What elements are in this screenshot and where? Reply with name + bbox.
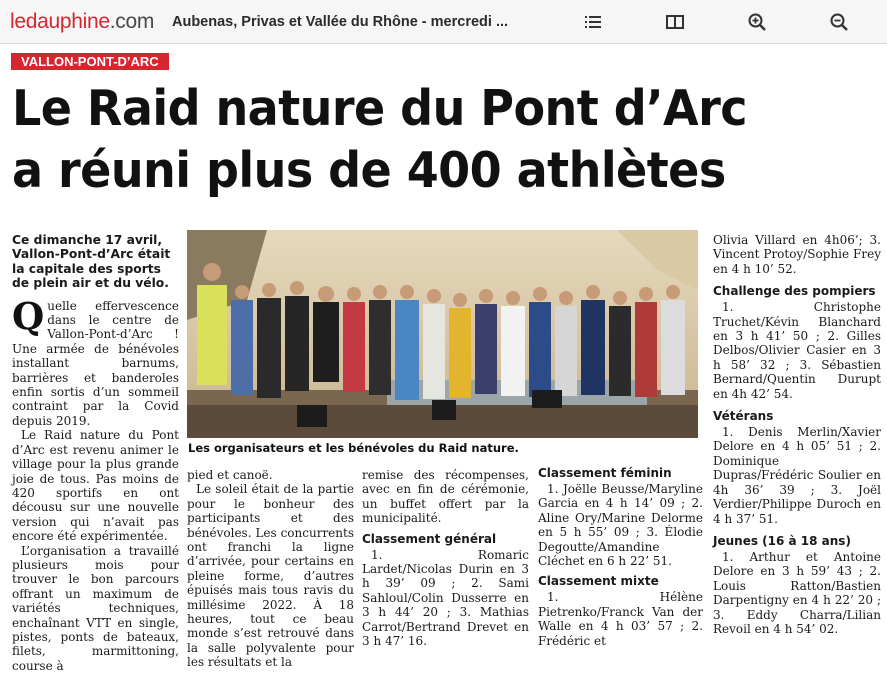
zoom-out-icon — [830, 13, 848, 31]
zoom-in-icon — [748, 13, 766, 31]
results-pompiers-item: 1. Christophe Truchet/Kévin Blanchard en 3 h 41’ 50 ; 2. Gilles Delbos/Olivier Casier en 3 h 58’ 32 ; 3. Sébastien Bernard/Quentin Durupt en 4h 42’ 54. — [713, 300, 881, 401]
photo-caption: Les organisateurs et les bénévoles du Raid nature. — [188, 441, 519, 455]
list-icon — [585, 15, 601, 29]
column-3-paragraph-1: remise des récompenses, avec en fin de cérémonie, un buffet offert par la municipalité. — [362, 468, 529, 526]
edition-title: Aubenas, Privas et Vallée du Rhône - mercredi ... — [172, 13, 509, 30]
book-icon — [666, 15, 684, 29]
zoom-in-button[interactable] — [728, 0, 786, 44]
article-paragraph-2: Le Raid nature du Pont d’Arc est revenu animer le village pour la plus grande joie de tous. Pas moins de 420 sportifs en ont décousu sur une nouvelle version qui n’avait pas encore été expérimentée. — [12, 428, 179, 544]
headline-line-1: Le Raid nature du Pont d’Arc — [12, 80, 748, 137]
logo-brand: ledauphine — [10, 9, 110, 33]
section-kicker: VALLON-PONT-D’ARC — [11, 53, 169, 70]
results-mixte-title: Classement mixte — [538, 574, 659, 589]
article-lead: Ce dimanche 17 avril, Vallon-Pont-d’Arc était la capitale des sports de plein air et du vélo. — [12, 233, 171, 291]
results-feminin-title: Classement féminin — [538, 466, 672, 480]
reader-toolbar — [0, 0, 887, 44]
headline-line-2: a réuni plus de 400 athlètes — [12, 142, 726, 199]
table-of-contents-button[interactable] — [564, 0, 622, 44]
results-general-title: Classement général — [362, 531, 497, 546]
column-2-paragraph-2: Le soleil était de la partie pour le bonheur des participants et des bénévoles. Les concurrents ont franchi la ligne d’arrivée, pour certains en pleine forme, d’autres épuisés mais tous ravis du millésime 2022. À 18 heures, tout ce beau monde s’est retrouvé dans la salle polyvalente pour les résultats et la — [187, 482, 354, 670]
article-paragraph-3: L’organisation a travaillé plusieurs mois pour trouver le bon parcours offrant un maximum de variétés techniques, enchaînant VTT en single, pistes, ponts de bateaux, filets, marmittoning, course à — [12, 543, 179, 673]
zoom-out-button[interactable] — [810, 0, 868, 44]
page-view-button[interactable] — [646, 0, 704, 44]
article-column-2 — [187, 468, 354, 670]
results-jeunes-title: Jeunes (16 à 18 ans) — [713, 533, 851, 548]
paragraph-1-text: uelle effervescence dans le centre de Vallon-Pont-d’Arc ! Une armée de bénévoles installant barnums, barrières et banderoles enfin sortis d’un sommeil contraint par la Covid depuis 2019. — [12, 298, 179, 428]
results-mixte-continued: Olivia Villard en 4h06’; 3. Vincent Protoy/Sophie Frey en 4 h 10’ 52. — [713, 233, 881, 276]
article-column-3 — [362, 468, 529, 659]
results-veterans-title: Vétérans — [713, 409, 774, 424]
article-photo[interactable] — [187, 230, 698, 438]
results-veterans-item: 1. Denis Merlin/Xavier Delore en 4 h 05’ 51 ; 2. Dominique Dupras/Frédéric Soulier en 4h 36’ 39 ; 3. Joël Verdier/Philippe Duroch en 4 h 37’ 51. — [713, 425, 881, 526]
site-logo[interactable] — [0, 10, 172, 34]
results-jeunes-item: 1. Arthur et Antoine Delore en 3 h 59’ 43 ; 2. Louis Ratton/Bastien Darpentigny en 4 h 22’ 20 ; 3. Eddy Charra/Lilian Revoil en 4 h 54’ 02. — [713, 549, 881, 636]
results-feminin-item: 1. Joëlle Beusse/Maryline Garcia en 4 h 14’ 09 ; 2. Aline Ory/Marine Delorme en 5 h 55’ 09 ; 3. Élodie Degoutte/Amandine Cléchet en 6 h 22’ 51. — [538, 482, 703, 569]
article-column-5 — [713, 233, 881, 659]
article-paragraph-1 — [12, 293, 179, 429]
results-pompiers-title: Challenge des pompiers — [713, 284, 876, 299]
results-general-item: 1. Romaric Lardet/Nicolas Durin en 3 h 39’ 09 ; 2. Sami Sahloul/Colin Dusserre en 3 h 44’ 20 ; 3. Mathias Carrot/Bertrand Drevet en 3 h 47’ 16. — [362, 547, 529, 649]
group-photo-image — [187, 230, 698, 438]
drop-cap: Q — [12, 293, 45, 338]
results-mixte-item: 1. Hélène Pietrenko/Franck Van der Walle en 4 h 03’ 57 ; 2. Frédéric et — [538, 590, 703, 648]
logo-tld: .com — [109, 9, 155, 33]
article-column-4 — [538, 466, 703, 659]
column-2-paragraph-1: pied et canoë. — [187, 468, 273, 482]
article-column-1 — [12, 233, 179, 673]
article-headline — [12, 78, 830, 202]
